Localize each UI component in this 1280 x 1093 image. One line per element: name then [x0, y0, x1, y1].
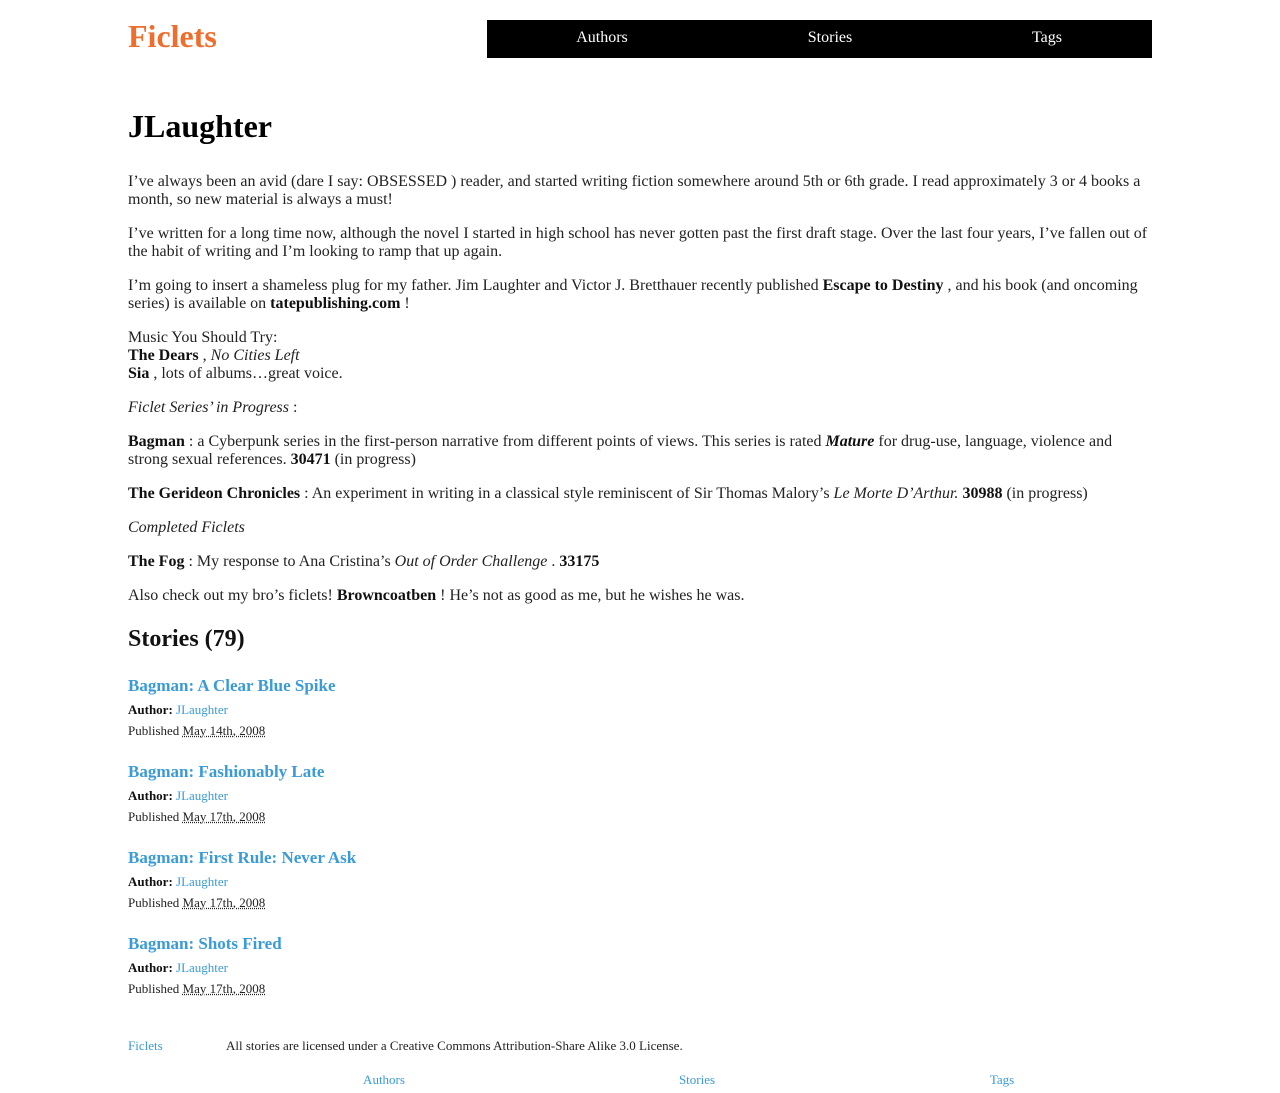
story-item [128, 848, 1152, 913]
music-heading: Music You Should Try: [128, 329, 278, 346]
nav-authors[interactable]: Authors [576, 29, 628, 46]
bro-plug [128, 587, 1152, 605]
nav-stories[interactable]: Stories [807, 29, 853, 46]
story-title-link[interactable]: Bagman: First Rule: Never Ask [128, 848, 357, 867]
completed-heading-text: Completed Ficlets [128, 519, 245, 536]
gerideon-id: 30988 [962, 485, 1003, 502]
bagman-desc: : a Cyberpunk series in the first-person narrative from different points of views. This series is rated [184, 433, 826, 450]
bagman-rating: Mature [825, 433, 875, 450]
band-sia: Sia [128, 365, 150, 382]
story-date: May 17th, 2008 [182, 895, 266, 910]
publisher-site: tatepublishing.com [270, 295, 401, 312]
bagman-status: (in progress) [330, 451, 416, 468]
published-label: Published [128, 723, 180, 738]
story-published-line [128, 720, 1152, 741]
series-heading-text: Ficlet Series’ in Progress [128, 399, 290, 416]
gerideon-name: The Gerideon Chronicles [128, 485, 301, 502]
nav-tags[interactable]: Tags [1032, 29, 1062, 46]
license-text: All stories are licensed under a Creative Commons Attribution-Share Alike 3.0 License. [226, 1038, 683, 1053]
story-item [128, 934, 1152, 999]
sia-note: , lots of albums…great voice. [149, 365, 343, 382]
plug-text-end: ! [400, 295, 410, 312]
music-separator: , [198, 347, 211, 364]
story-author-link[interactable]: JLaughter [176, 874, 229, 889]
story-title-link[interactable]: Bagman: A Clear Blue Spike [128, 676, 336, 695]
story-date: May 17th, 2008 [182, 981, 266, 996]
story-date: May 14th, 2008 [182, 723, 266, 738]
bro-name: Browncoatben [336, 587, 437, 604]
footer-nav-stories[interactable]: Stories [678, 1072, 716, 1087]
story-title-link[interactable]: Bagman: Fashionably Late [128, 762, 325, 781]
plug-text-mid: , and his book (and oncoming series) is available on [128, 277, 1138, 312]
bagman-desc-2: for drug-use, language, violence and strong sexual references. [128, 433, 1113, 468]
story-author-line [128, 871, 1152, 892]
series-heading [128, 399, 1152, 417]
footer-logo-link[interactable]: Ficlets [128, 1038, 163, 1053]
story-date: May 17th, 2008 [182, 809, 266, 824]
published-label: Published [128, 981, 180, 996]
book-title: Escape to Destiny [822, 277, 944, 294]
site-logo[interactable]: Ficlets [128, 18, 217, 54]
author-label: Author: [128, 702, 173, 717]
bio-paragraph-2: I’ve written for a long time now, although the novel I started in high school has never gotten past the first draft stage. Over the last four years, I’ve fallen out of the habit of writing and I’m looking to ramp that up again. [128, 225, 1148, 260]
gerideon-status: (in progress) [1002, 485, 1088, 502]
footer-nav-tags[interactable]: Tags [989, 1072, 1015, 1087]
story-author-line [128, 957, 1152, 978]
story-author-line [128, 699, 1152, 720]
fog-challenge: Out of Order Challenge [394, 553, 548, 570]
bro-text-end: ! He’s not as good as me, but he wishes he was. [436, 587, 745, 604]
completed-heading [128, 519, 1152, 537]
fog-name: The Fog [128, 553, 185, 570]
bio-paragraph-3 [128, 277, 1152, 313]
author-label: Author: [128, 788, 173, 803]
published-label: Published [128, 809, 180, 824]
author-bio [128, 173, 1152, 605]
bio-paragraph-1: I’ve always been an avid (dare I say: OBSESSED ) reader, and started writing fiction somewhere around 5th or 6th grade. I read approximately 3 or 4 books a month, so new material is always a must! [128, 173, 1141, 208]
completed-fog [128, 553, 1152, 571]
main-content [128, 105, 1152, 999]
author-label: Author: [128, 960, 173, 975]
fog-separator: . [547, 553, 560, 570]
story-published-line [128, 892, 1152, 913]
story-author-line [128, 785, 1152, 806]
plug-text: I’m going to insert a shameless plug for my father. Jim Laughter and Victor J. Bretthauer recently published [128, 277, 823, 294]
album-no-cities-left: No Cities Left [210, 347, 300, 364]
series-bagman [128, 433, 1152, 469]
published-label: Published [128, 895, 180, 910]
bagman-name: Bagman [128, 433, 185, 450]
story-author-link[interactable]: JLaughter [176, 960, 229, 975]
story-published-line [128, 806, 1152, 827]
gerideon-work: Le Morte D’Arthur. [833, 485, 959, 502]
band-the-dears: The Dears [128, 347, 199, 364]
story-title-link[interactable]: Bagman: Shots Fired [128, 934, 282, 953]
fog-desc: : My response to Ana Cristina’s [184, 553, 395, 570]
series-heading-colon: : [289, 399, 298, 416]
top-nav [487, 20, 1152, 58]
bagman-id: 30471 [290, 451, 331, 468]
story-author-link[interactable]: JLaughter [176, 702, 229, 717]
page-title: JLaughter [128, 108, 272, 144]
story-author-link[interactable]: JLaughter [176, 788, 229, 803]
series-gerideon [128, 485, 1152, 503]
author-label: Author: [128, 874, 173, 889]
music-section [128, 329, 1152, 383]
gerideon-desc: : An experiment in writing in a classical style reminiscent of Sir Thomas Malory’s [300, 485, 834, 502]
story-item [128, 762, 1152, 827]
stories-heading: Stories (79) [128, 626, 245, 652]
fog-id: 33175 [559, 553, 600, 570]
story-published-line [128, 978, 1152, 999]
story-item [128, 676, 1152, 741]
bro-text: Also check out my bro’s ficlets! [128, 587, 337, 604]
footer-nav-authors[interactable]: Authors [363, 1072, 405, 1087]
